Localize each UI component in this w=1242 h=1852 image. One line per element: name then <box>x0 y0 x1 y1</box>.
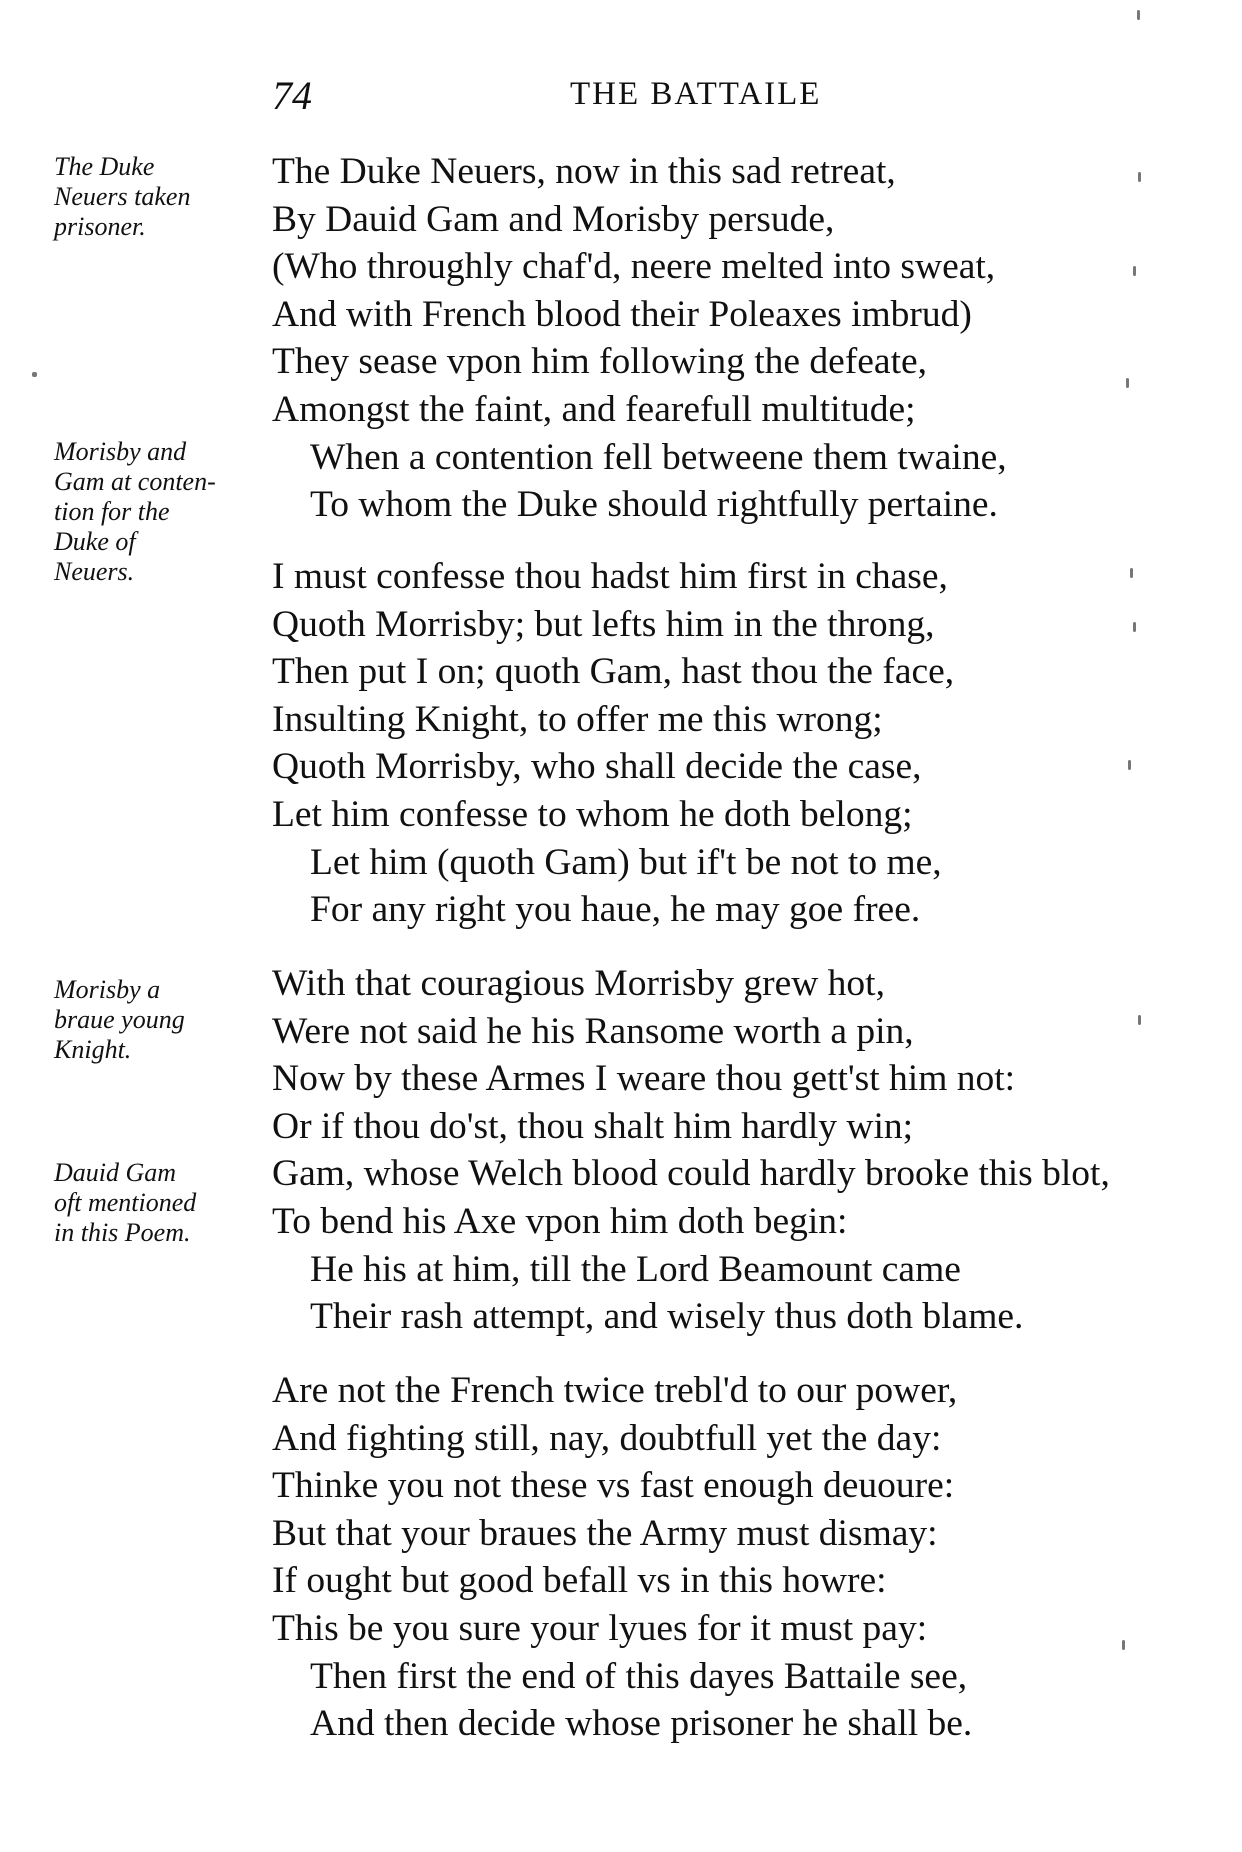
verse-line: The Duke Neuers, now in this sad retreat, <box>272 151 896 192</box>
marginal-note <box>54 152 190 242</box>
marginal-note-line: in this Poem. <box>54 1218 191 1247</box>
verse-line: I must confesse thou hadst him first in chase, <box>272 556 948 597</box>
verse-line: Amongst the faint, and fearefull multitude; <box>272 388 916 430</box>
verse-line: By Dauid Gam and Morisby persude, <box>272 198 835 240</box>
verse-line: (Who throughly chaf'd, neere melted into sweat, <box>272 246 996 288</box>
verse-line: But that your braues the Army must dismay: <box>272 1512 938 1554</box>
scan-speck <box>1138 172 1141 182</box>
stanza <box>272 553 954 934</box>
verse-line: Thinke you not these vs fast enough deuoure: <box>272 1465 955 1507</box>
marginal-note-line: braue young <box>54 1005 185 1034</box>
verse-line: And with French blood their Poleaxes imbrud) <box>272 293 972 335</box>
verse-line: Now by these Armes I weare thou gett'st him not: <box>272 1058 1016 1100</box>
scan-speck <box>1133 622 1136 632</box>
stanza <box>272 148 1007 529</box>
scan-speck <box>1138 1015 1141 1025</box>
marginal-note-line: prisoner. <box>54 212 146 241</box>
verse-line: Or if thou do'st, thou shalt him hardly win; <box>272 1105 914 1147</box>
verse-line: To bend his Axe vpon him doth begin: <box>272 1200 848 1242</box>
verse-line: For any right you haue, he may goe free. <box>310 889 921 931</box>
marginal-note <box>54 1158 196 1248</box>
verse-line: Insulting Knight, to offer me this wrong; <box>272 698 883 740</box>
scan-speck <box>1126 378 1129 388</box>
marginal-note <box>54 437 216 587</box>
verse-line: Gam, whose Welch blood could hardly brooke this blot, <box>272 1153 1110 1195</box>
verse-line: If ought but good befall vs in this howre: <box>272 1560 887 1602</box>
verse-line: Were not said he his Ransome worth a pin, <box>272 1010 914 1052</box>
page-number: 74 <box>272 73 312 118</box>
verse-line: Let him confesse to whom he doth belong; <box>272 793 913 835</box>
verse-line: Their rash attempt, and wisely thus doth blame. <box>310 1296 1024 1338</box>
marginal-note-line: Gam at conten- <box>54 467 216 496</box>
verse-line: Quoth Morrisby; but lefts him in the throng, <box>272 603 935 645</box>
stanza <box>272 1367 972 1748</box>
marginal-note-line: Dauid Gam <box>54 1158 177 1187</box>
marginal-note-line: oft mentioned <box>54 1188 197 1217</box>
verse-line: He his at him, till the Lord Beamount came <box>310 1248 961 1290</box>
stanza <box>272 960 1110 1341</box>
marginal-note-line: Neuers. <box>54 557 135 586</box>
marginal-note-line: Knight. <box>54 1035 132 1064</box>
marginal-note-line: tion for the <box>54 497 170 526</box>
scan-speck <box>1133 266 1136 276</box>
verse-line: Are not the French twice trebl'd to our power, <box>272 1370 958 1411</box>
marginal-note-line: Morisby a <box>54 975 161 1004</box>
verse-line: When a contention fell betweene them twaine, <box>310 436 1007 478</box>
marginal-note-line: Duke of <box>54 527 136 556</box>
scan-speck <box>1137 10 1140 20</box>
scan-speck <box>32 372 37 377</box>
marginal-note-line: The Duke <box>54 152 155 181</box>
verse-line: Let him (quoth Gam) but if't be not to me, <box>310 841 942 883</box>
scan-speck <box>1128 760 1131 770</box>
scan-speck <box>1130 568 1133 578</box>
scan-speck <box>1122 1640 1125 1650</box>
verse-line: Then first the end of this dayes Battaile see, <box>310 1655 968 1697</box>
marginal-note-line: Morisby and <box>54 437 187 466</box>
verse-line: To whom the Duke should rightfully pertaine. <box>310 484 998 526</box>
verse-line: And then decide whose prisoner he shall be. <box>310 1703 973 1745</box>
running-title: THE BATTAILE <box>570 76 822 112</box>
page-header <box>0 72 1242 122</box>
marginal-note <box>54 975 185 1065</box>
verse-line: And fighting still, nay, doubtfull yet the day: <box>272 1417 942 1459</box>
verse-line: Then put I on; quoth Gam, hast thou the face, <box>272 651 955 693</box>
verse-line: This be you sure your lyues for it must pay: <box>272 1607 928 1649</box>
verse-line: They sease vpon him following the defeate, <box>272 341 928 383</box>
verse-line: With that couragious Morrisby grew hot, <box>272 963 885 1004</box>
marginal-note-line: Neuers taken <box>54 182 191 211</box>
verse-line: Quoth Morrisby, who shall decide the case, <box>272 746 922 788</box>
